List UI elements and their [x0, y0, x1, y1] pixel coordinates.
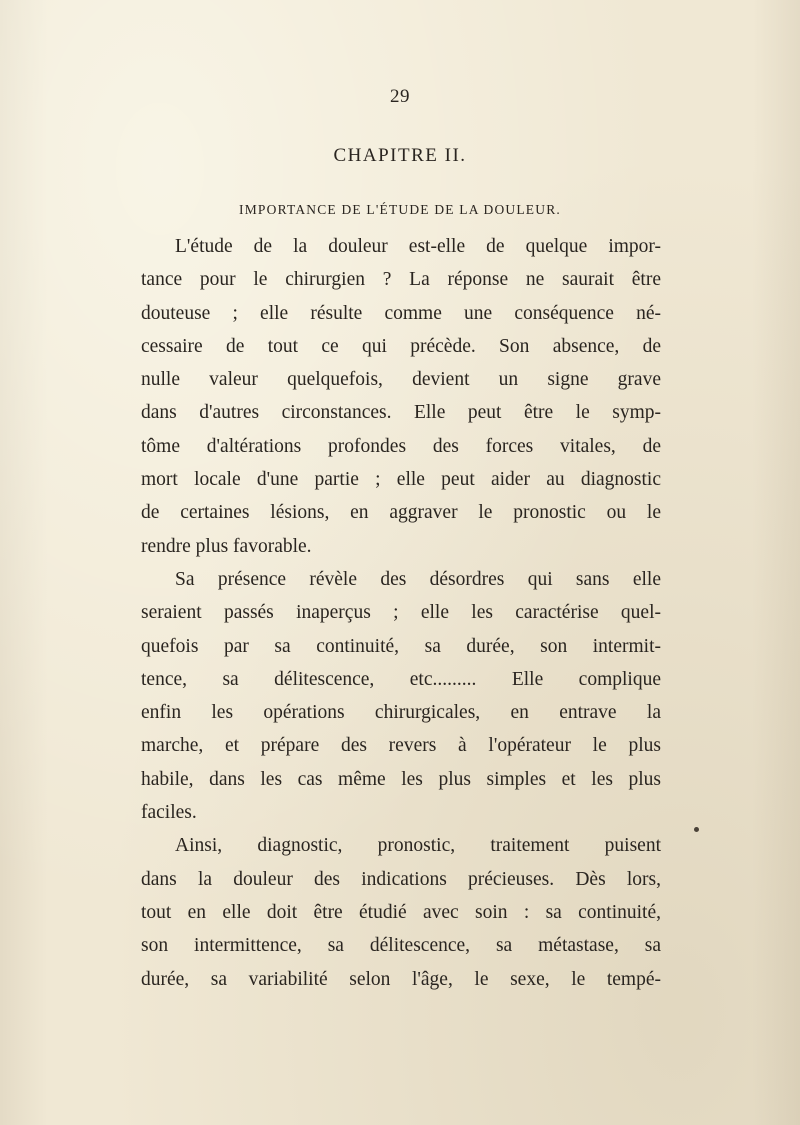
text-line: cessaire de tout ce qui précède. Son absence, de: [141, 335, 661, 357]
text-line: tout en elle doit être étudié avec soin : sa continuité,: [141, 901, 661, 923]
text-line: rendre plus favorable.: [141, 535, 312, 557]
page-number: 29: [390, 86, 410, 107]
section-title: IMPORTANCE DE L'ÉTUDE DE LA DOULEUR.: [239, 202, 561, 217]
text-line: de certaines lésions, en aggraver le pronostic ou le: [141, 502, 661, 524]
text-line: tence, sa délitescence, etc......... Elle complique: [141, 668, 661, 690]
ink-speck: [694, 827, 699, 832]
text-line: mort locale d'une partie ; elle peut aider au diagnostic: [141, 469, 661, 491]
chapter-title: CHAPITRE II.: [333, 145, 467, 166]
text-line: faciles.: [141, 802, 197, 824]
text-line: quefois par sa continuité, sa durée, son intermit-: [141, 635, 661, 657]
text-line: L'étude de la douleur est-elle de quelque impor-: [175, 236, 661, 257]
text-line: enfin les opérations chirurgicales, en entrave la: [141, 702, 661, 724]
text-line: nulle valeur quelquefois, devient un signe grave: [141, 369, 661, 391]
text-line: dans d'autres circonstances. Elle peut être le symp-: [141, 402, 661, 424]
text-line: douteuse ; elle résulte comme une conséquence né-: [141, 302, 661, 324]
text-line: son intermittence, sa délitescence, sa métastase, sa: [141, 935, 661, 957]
paragraph: [141, 563, 661, 829]
text-line: dans la douleur des indications précieuses. Dès lors,: [141, 868, 661, 890]
text-line: Sa présence révèle des désordres qui sans elle: [175, 568, 661, 590]
text-line: tôme d'altérations profondes des forces vitales, de: [141, 435, 661, 457]
text-line: durée, sa variabilité selon l'âge, le sexe, le tempé-: [141, 968, 661, 990]
text-line: habile, dans les cas même les plus simples et les plus: [141, 768, 661, 790]
paragraph: [141, 829, 661, 995]
text-line: marche, et prépare des revers à l'opérateur le plus: [141, 735, 661, 757]
paragraph: [141, 230, 661, 563]
body-text: [141, 230, 661, 996]
text-line: tance pour le chirurgien ? La réponse ne saurait être: [141, 269, 661, 291]
text-line: seraient passés inaperçus ; elle les caractérise quel-: [141, 602, 661, 624]
text-line: Ainsi, diagnostic, pronostic, traitement puisent: [175, 835, 661, 857]
